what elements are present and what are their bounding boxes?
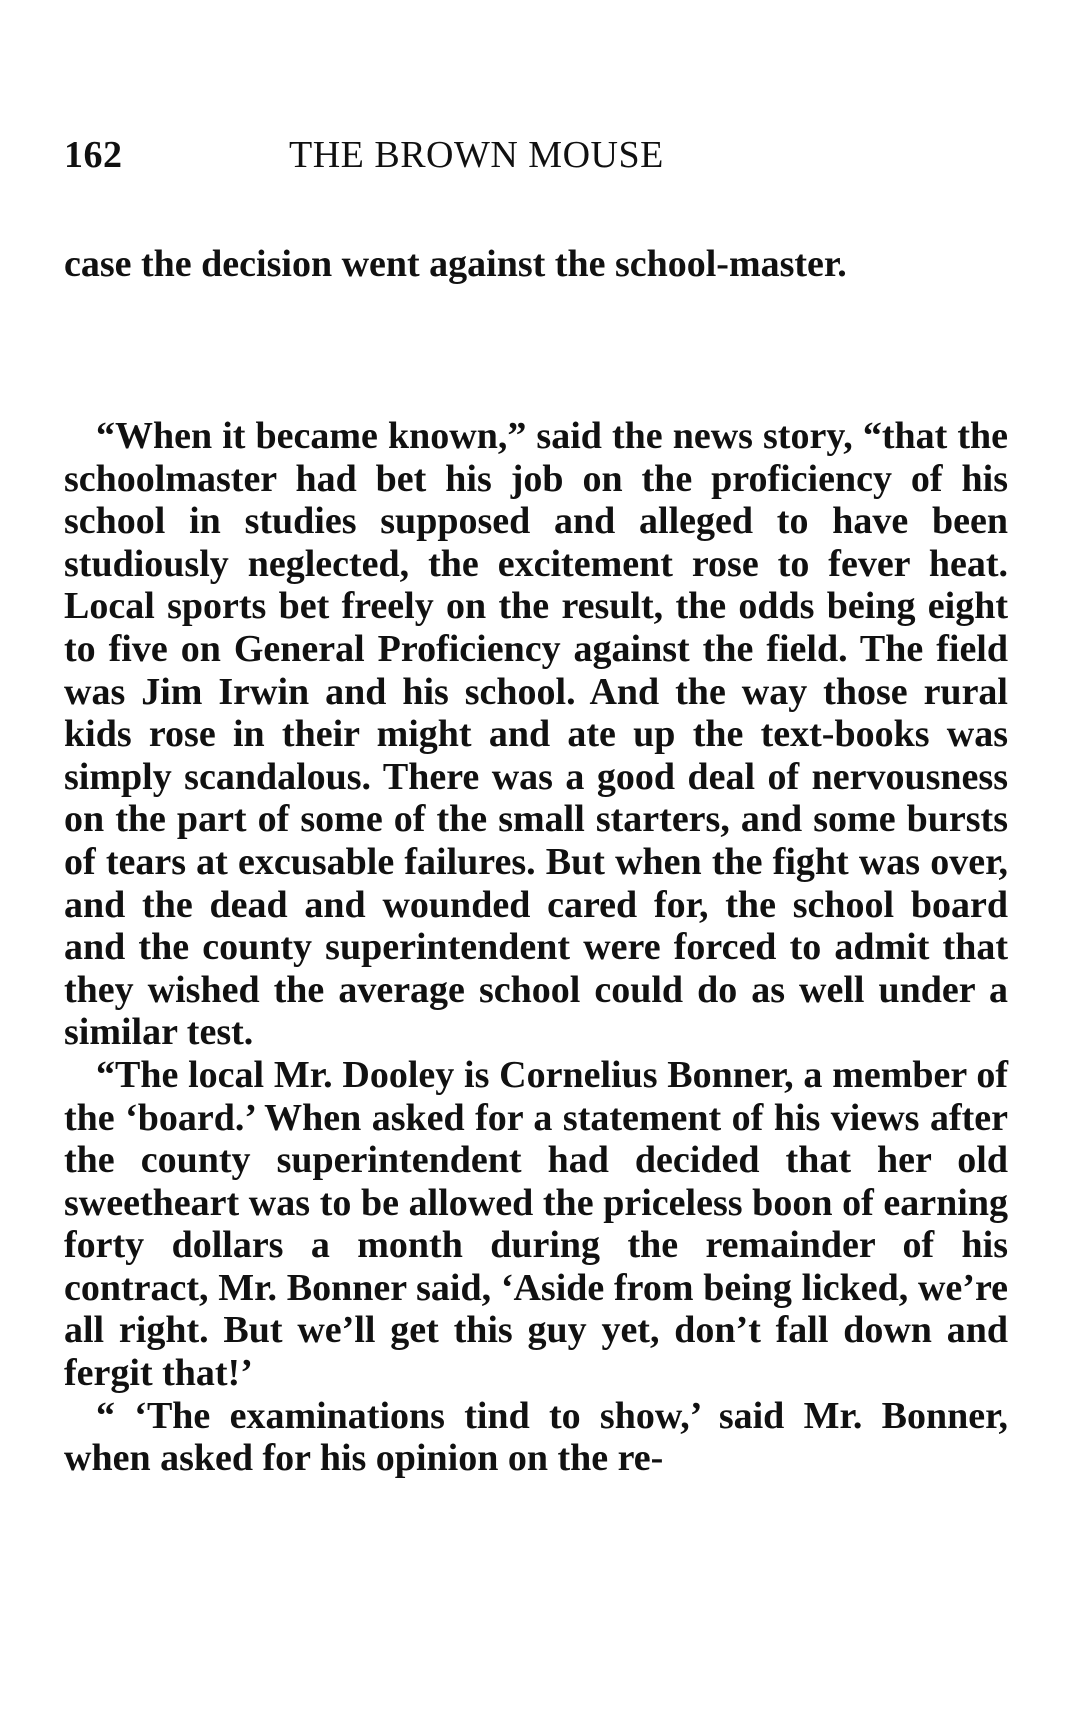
page-number: 162 [64,134,123,176]
continued-text-block [64,236,1008,292]
running-title: THE BROWN MOUSE [289,134,664,176]
main-text-block [64,415,1008,1480]
continued-paragraph: case the decision went against the school-master. [64,243,847,285]
examinations-paragraph: “ ‘The examinations tind to show,’ said Mr. Bonner, when asked for his opinion on the re- [64,1394,1008,1480]
bonner-statement-paragraph: “The local Mr. Dooley is Cornelius Bonner, a member of the ‘board.’ When asked for a statement of his views after the county superintendent had decided that her old sweetheart was to be allowed the priceless boon of earning forty dollars a month during the remainder of his contract, Mr. Bonner said, ‘Aside from being licked, we’re all right. But we’ll get this guy yet, don’t fall down and fergit that!’ [64,1053,1008,1395]
news-story-paragraph: “When it became known,” said the news story, “that the schoolmaster had bet his job on the proficiency of his school in studies supposed and alleged to have been studiously neglected, the excitement rose to fever heat. Local sports bet freely on the result, the odds being eight to five on General Proficiency against the field. The field was Jim Irwin and his school. And the way those rural kids rose in their might and ate up the text-books was simply scandalous. There was a good deal of nervousness on the part of some of the small starters, and some bursts of tears at excusable failures. But when the fight was over, and the dead and wounded cared for, the school board and the county superintendent were forced to admit that they wished the average school could do as well under a similar test. [64,415,1008,1054]
page-header [64,130,944,180]
